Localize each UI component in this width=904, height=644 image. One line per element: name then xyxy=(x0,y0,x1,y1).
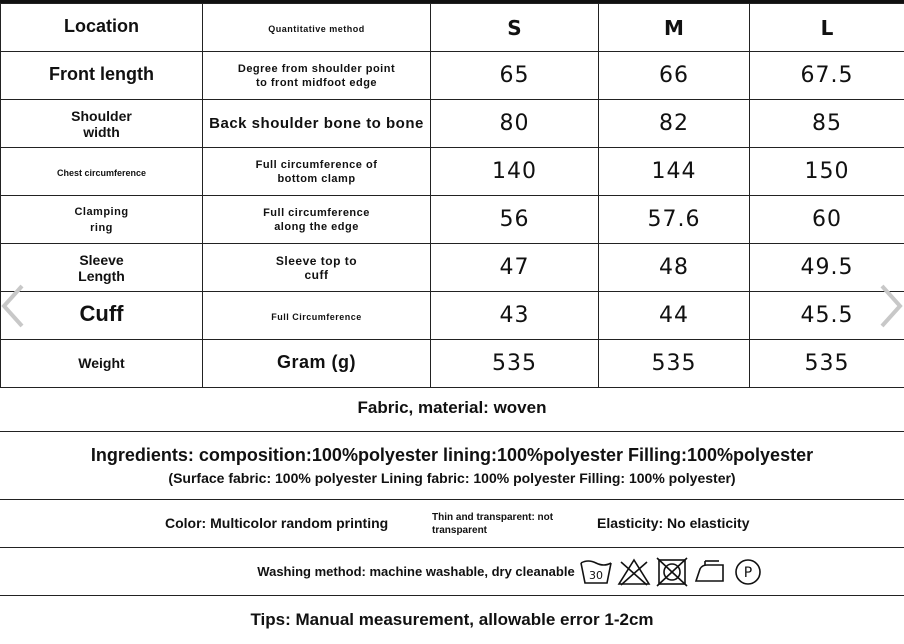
table-row xyxy=(1,148,904,196)
value-m: 144 xyxy=(651,159,697,184)
value-s: 80 xyxy=(499,111,530,136)
value-l: 45.5 xyxy=(800,303,854,328)
row-location: Sleeve Length xyxy=(78,251,125,284)
no-tumble-dry-icon xyxy=(655,557,689,587)
dryclean-letter: P xyxy=(743,564,752,581)
ingredients-subtext: (Surface fabric: 100% polyester Lining fabric: 100% polyester Filling: 100% polyester) xyxy=(168,470,736,486)
next-arrow-icon[interactable] xyxy=(876,282,904,330)
row-location: Cuff xyxy=(79,300,124,326)
row-location: Clamping ring xyxy=(74,205,129,234)
row-method: Back shoulder bone to bone xyxy=(209,114,424,132)
value-l: 67.5 xyxy=(800,63,854,88)
row-method: Full circumference of bottom clamp xyxy=(255,158,378,185)
header-location: Location xyxy=(64,16,139,36)
washing-section xyxy=(0,548,904,596)
row-method: Sleeve top to cuff xyxy=(275,253,358,282)
table-row xyxy=(1,244,904,292)
tips-section xyxy=(0,596,904,643)
value-m: 535 xyxy=(651,351,697,376)
table-row xyxy=(1,340,904,388)
elasticity-text: Elasticity: No elasticity xyxy=(597,515,750,531)
row-method: Degree from shoulder point to front midfoot edge xyxy=(237,62,396,89)
row-method: Gram (g) xyxy=(276,351,356,372)
washing-text: Washing method: machine washable, dry cleanable xyxy=(257,564,575,579)
no-bleach-icon xyxy=(617,557,651,587)
row-location: Chest circumference xyxy=(56,167,147,178)
iron-icon xyxy=(693,557,727,587)
value-m: 48 xyxy=(659,255,689,280)
value-s: 56 xyxy=(499,207,530,232)
ingredients-section xyxy=(0,432,904,500)
size-chart-table xyxy=(0,3,904,388)
fabric-text: Fabric, material: woven xyxy=(357,398,547,417)
color-text: Color: Multicolor random printing xyxy=(165,515,389,531)
tips-text: Tips: Manual measurement, allowable error 1-2cm xyxy=(250,609,654,629)
wash-30-icon xyxy=(579,557,613,587)
header-size-m: M xyxy=(664,15,684,40)
care-icons xyxy=(579,557,765,587)
value-l: 85 xyxy=(812,111,842,136)
value-l: 49.5 xyxy=(800,255,854,280)
ingredients-text: Ingredients: composition:100%polyester lining:100%polyester Filling:100%polyester xyxy=(90,445,814,465)
value-m: 44 xyxy=(659,303,689,328)
value-m: 57.6 xyxy=(647,207,701,232)
value-m: 66 xyxy=(659,63,689,88)
value-m: 82 xyxy=(659,111,689,136)
fabric-section xyxy=(0,385,904,432)
row-location: Weight xyxy=(78,354,125,371)
value-s: 140 xyxy=(492,159,537,184)
value-s: 47 xyxy=(499,255,530,280)
previous-arrow-icon[interactable] xyxy=(0,282,28,330)
value-s: 65 xyxy=(499,63,530,88)
dry-clean-p-icon xyxy=(731,557,765,587)
table-row xyxy=(1,100,904,148)
thin-transparent-text: Thin and transparent: not transparent xyxy=(432,512,554,536)
value-l: 60 xyxy=(812,207,842,232)
row-location: Shoulder width xyxy=(71,107,132,140)
table-header-row xyxy=(1,4,904,52)
row-method: Full circumference along the edge xyxy=(263,206,370,233)
value-s: 535 xyxy=(492,351,537,376)
value-l: 150 xyxy=(804,159,850,184)
row-method: Full Circumference xyxy=(271,311,362,322)
table-row xyxy=(1,196,904,244)
header-method: Quantitative method xyxy=(268,23,365,34)
value-s: 43 xyxy=(499,303,530,328)
properties-section xyxy=(0,500,904,548)
row-location: Front length xyxy=(49,64,154,84)
wash-temp-label: 30 xyxy=(588,568,603,582)
header-size-l: L xyxy=(820,15,834,40)
table-row xyxy=(1,52,904,100)
table-row xyxy=(1,292,904,340)
value-l: 535 xyxy=(804,351,850,376)
header-size-s: S xyxy=(507,15,522,40)
